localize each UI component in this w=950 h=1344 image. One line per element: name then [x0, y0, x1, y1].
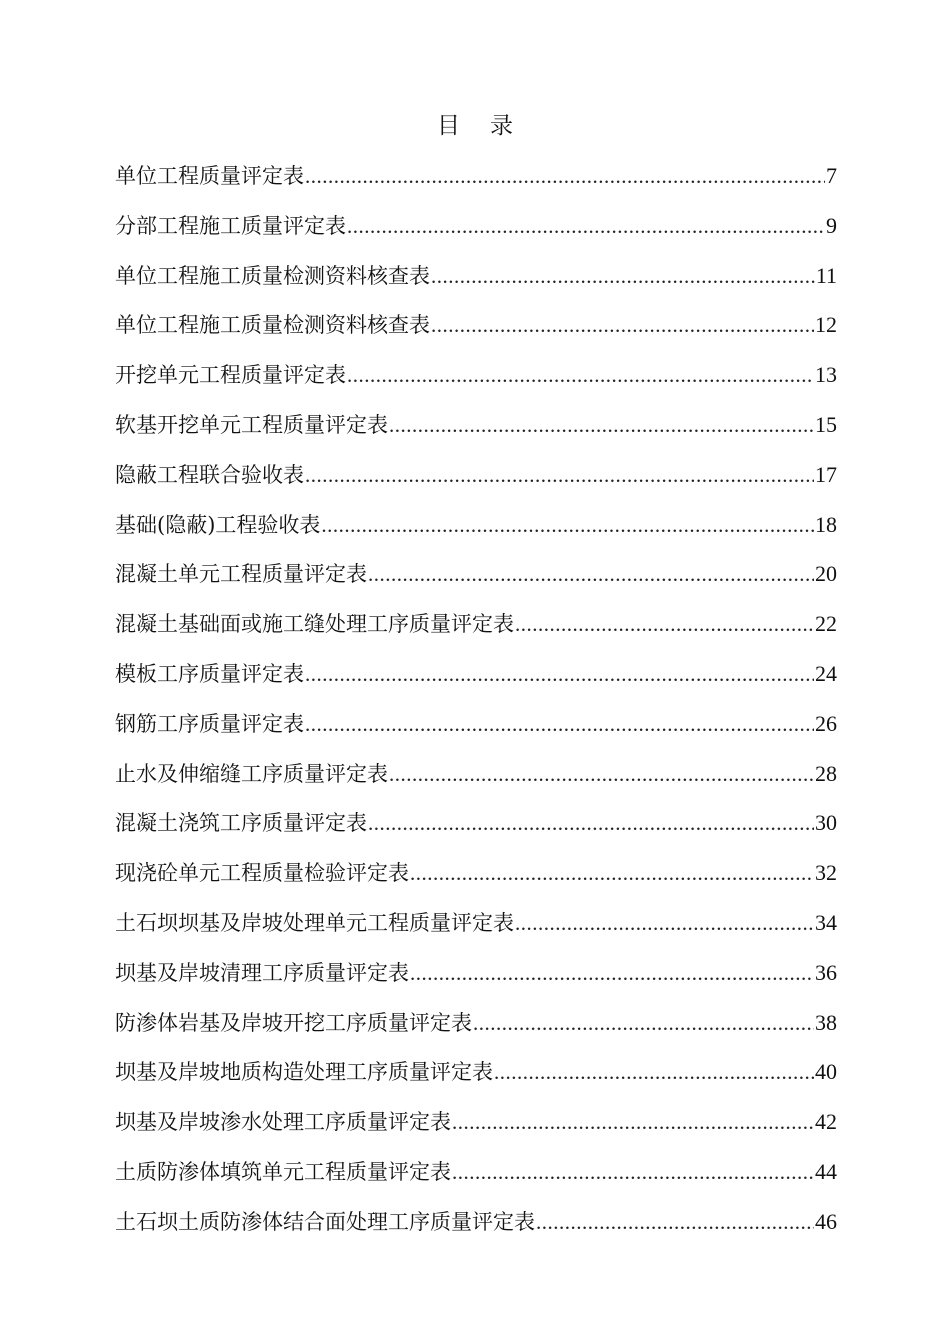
toc-entry-label: 单位工程施工质量检测资料核查表 [115, 263, 430, 288]
dot-leader [410, 853, 814, 893]
dot-leader [494, 1052, 814, 1092]
toc-entry-page: 20 [815, 561, 837, 587]
dot-leader [305, 156, 825, 196]
toc-entry[interactable] [115, 1102, 837, 1152]
toc-entry-page: 15 [815, 411, 837, 437]
toc-entry[interactable] [115, 654, 837, 704]
toc-entry-label: 钢筋工序质量评定表 [115, 711, 304, 736]
toc-entry-label: 开挖单元工程质量评定表 [115, 363, 346, 388]
toc-list [115, 156, 837, 1252]
toc-entry[interactable] [115, 1052, 837, 1102]
toc-entry-label: 混凝土基础面或施工缝处理工序质量评定表 [115, 612, 514, 637]
toc-entry-label: 止水及伸缩缝工序质量评定表 [115, 761, 388, 786]
toc-title-char-2: 录 [490, 113, 513, 139]
dot-leader [347, 355, 814, 395]
toc-entry[interactable] [115, 305, 837, 355]
dot-leader [347, 206, 825, 246]
toc-entry[interactable] [115, 1202, 837, 1252]
toc-entry[interactable] [115, 853, 837, 903]
toc-entry-page: 11 [815, 262, 837, 288]
toc-entry-label: 单位工程质量评定表 [115, 164, 304, 188]
toc-entry-page: 9 [826, 212, 837, 238]
toc-entry-label: 现浇砼单元工程质量检验评定表 [115, 861, 409, 886]
toc-entry[interactable] [115, 953, 837, 1003]
toc-entry-page: 18 [815, 511, 837, 537]
toc-entry-label: 分部工程施工质量评定表 [115, 213, 346, 238]
toc-entry[interactable] [115, 754, 837, 804]
toc-entry-label: 坝基及岸坡清理工序质量评定表 [115, 960, 409, 985]
toc-entry[interactable] [115, 256, 837, 306]
toc-entry-page: 24 [815, 660, 837, 686]
toc-entry-label: 软基开挖单元工程质量评定表 [115, 412, 388, 437]
dot-leader [305, 654, 814, 694]
toc-entry[interactable] [115, 505, 837, 555]
toc-entry-page: 36 [815, 959, 837, 985]
dot-leader [452, 1152, 814, 1192]
toc-entry-page: 34 [815, 909, 837, 935]
dot-leader [431, 256, 815, 296]
toc-entry[interactable] [115, 405, 837, 455]
toc-entry-page: 46 [815, 1208, 837, 1234]
toc-entry-label: 防渗体岩基及岸坡开挖工序质量评定表 [115, 1010, 472, 1035]
dot-leader [305, 455, 814, 495]
toc-entry[interactable] [115, 1152, 837, 1202]
toc-entry-label: 隐蔽工程联合验收表 [115, 462, 304, 487]
dot-leader [473, 1003, 814, 1043]
toc-entry-page: 28 [815, 760, 837, 786]
toc-entry-page: 22 [815, 611, 837, 637]
toc-entry-label: 混凝土浇筑工序质量评定表 [115, 811, 367, 836]
toc-entry-label: 土石坝坝基及岸坡处理单元工程质量评定表 [115, 910, 514, 935]
toc-entry-page: 26 [815, 710, 837, 736]
toc-title-char-1: 目 [437, 113, 460, 139]
toc-title [0, 110, 950, 142]
dot-leader [410, 953, 814, 993]
toc-entry-page: 44 [815, 1158, 837, 1184]
dot-leader [305, 704, 814, 744]
toc-entry[interactable] [115, 206, 837, 256]
dot-leader [368, 803, 814, 843]
dot-leader [389, 405, 814, 445]
toc-entry[interactable] [115, 455, 837, 505]
toc-entry-label: 土质防渗体填筑单元工程质量评定表 [115, 1159, 451, 1184]
toc-entry[interactable] [115, 803, 837, 853]
toc-entry-page: 32 [815, 860, 837, 886]
toc-entry-label: 坝基及岸坡地质构造处理工序质量评定表 [115, 1060, 493, 1085]
toc-entry-page: 30 [815, 810, 837, 836]
toc-entry-page: 42 [815, 1109, 837, 1135]
toc-entry[interactable] [115, 355, 837, 405]
toc-entry[interactable] [115, 156, 837, 206]
dot-leader [431, 305, 814, 345]
toc-entry-label: 混凝土单元工程质量评定表 [115, 562, 367, 587]
toc-entry-label: 基础(隐蔽)工程验收表 [115, 512, 321, 537]
toc-entry[interactable] [115, 554, 837, 604]
dot-leader [368, 554, 814, 594]
toc-entry[interactable] [115, 1003, 837, 1053]
dot-leader [515, 903, 814, 943]
dot-leader [536, 1202, 814, 1242]
dot-leader [515, 604, 814, 644]
dot-leader [321, 505, 814, 545]
dot-leader [389, 754, 814, 794]
toc-entry-label: 土石坝土质防渗体结合面处理工序质量评定表 [115, 1209, 535, 1234]
toc-entry-page: 38 [815, 1009, 837, 1035]
toc-entry-label: 模板工序质量评定表 [115, 661, 304, 686]
toc-entry[interactable] [115, 903, 837, 953]
toc-entry[interactable] [115, 604, 837, 654]
toc-entry[interactable] [115, 704, 837, 754]
toc-entry-page: 12 [815, 312, 837, 338]
toc-entry-page: 13 [815, 362, 837, 388]
toc-entry-page: 17 [815, 461, 837, 487]
toc-entry-page: 7 [826, 163, 837, 188]
toc-entry-label: 坝基及岸坡渗水处理工序质量评定表 [115, 1110, 451, 1135]
toc-entry-page: 40 [815, 1059, 837, 1085]
dot-leader [452, 1102, 814, 1142]
toc-entry-label: 单位工程施工质量检测资料核查表 [115, 313, 430, 338]
